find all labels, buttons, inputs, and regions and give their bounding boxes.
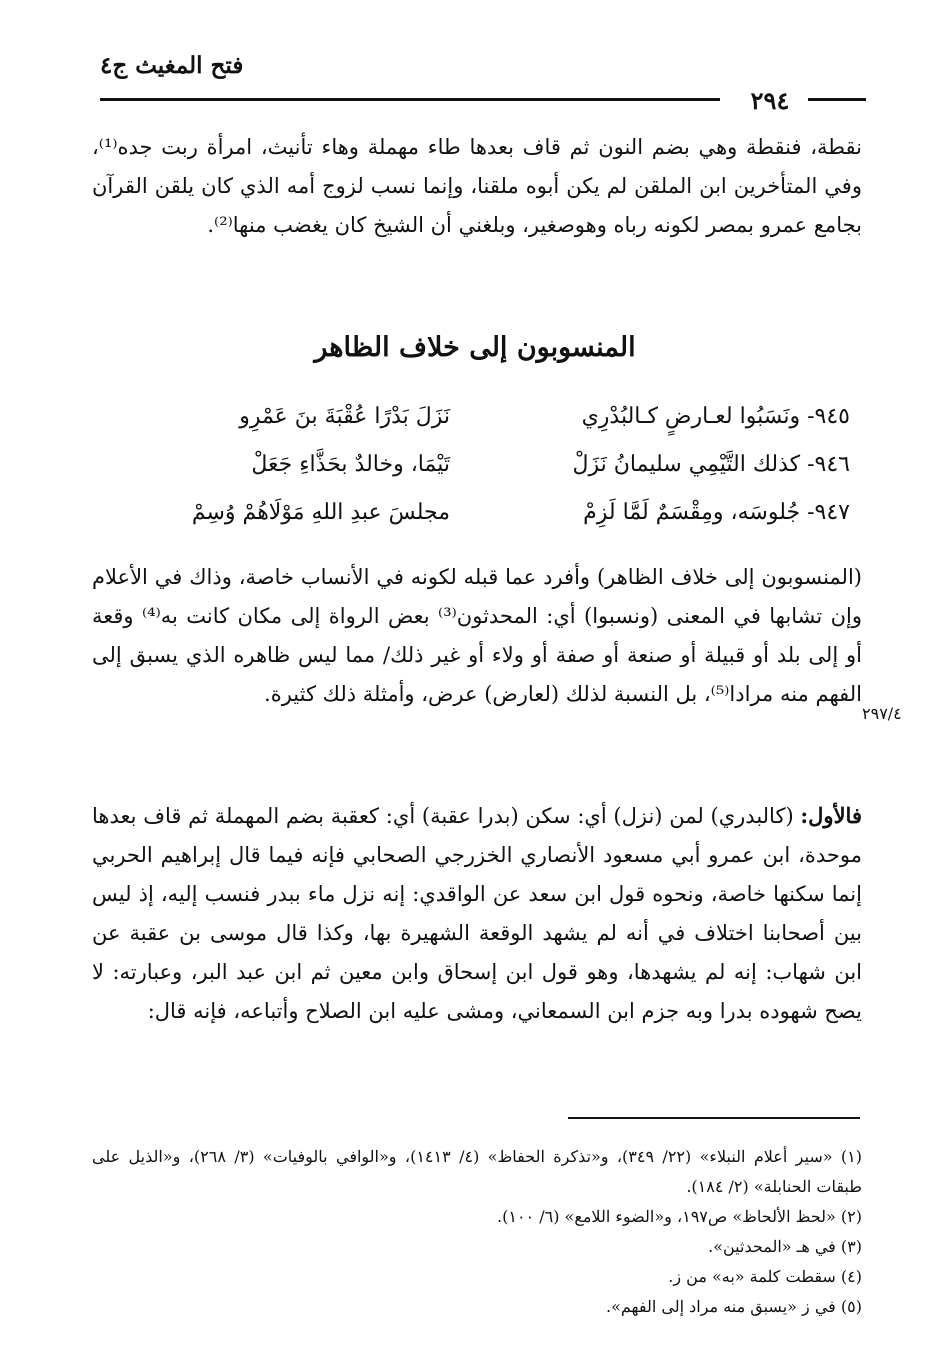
verse-number: ٩٤٦-	[807, 452, 850, 477]
intro-paragraph	[92, 128, 862, 245]
verse-second-hemistich: مجلسَ عبدِ اللهِ مَوْلَاهُمْ وُسِمْ	[191, 500, 450, 525]
verse-second-hemistich: نَزَلَ بَدْرًا عُقْبَةَ بنَ عَمْرِو	[239, 404, 450, 429]
footnote-1: (١) «سير أعلام النبلاء» (٢٢/ ٣٤٩)، و«تذكرة الحفاظ» (٤/ ١٤١٣)، و«الوافي بالوفيات» (٣/ ٢٦٨)، و«الذيل على طبقات الحنابلة» (٢/ ١٨٤).	[92, 1147, 863, 1196]
commentary-paragraph	[92, 796, 862, 1031]
verse-number: ٩٤٥-	[807, 404, 850, 429]
main-text: (المنسوبون إلى خلاف الظاهر) وأفرد عما قبله لكونه في الأنساب خاصة، وذاك في الأعلام وإن تشابها في المعنى (ونسبوا) أي: المحدثون⁽³⁾ بعض الرواة إلى مكان كانت به⁽⁴⁾ وقعة أو إلى بلد أو قبيلة أو صنعة أو صفة أو ولاء أو غير ذلك/ مما ليس ظاهره الذي يسبق إلى الفهم منه مرادا⁽⁵⁾، بل النسبة لذلك (لعارض) عرض، وأمثلة ذلك كثيرة.	[92, 565, 862, 706]
main-paragraph	[92, 558, 862, 714]
verse-946	[100, 452, 850, 496]
footnote-3: (٣) في هـ «المحدثين».	[708, 1237, 862, 1256]
verse-first-hemistich	[490, 404, 850, 429]
footnotes	[92, 1142, 862, 1322]
margin-page-reference: ٢٩٧/٤	[862, 704, 902, 723]
footnote-2: (٢) «لحظ الألحاظ» ص١٩٧، و«الضوء اللامع» (٦/ ١٠٠).	[497, 1207, 862, 1226]
page-number: ٢٩٤	[750, 86, 790, 115]
verse-number: ٩٤٧-	[807, 500, 850, 525]
verse-first-text: ونَسَبُوا لعـارضٍ كـالبُدْرِي	[581, 404, 801, 429]
commentary-text: (كالبدري) لمن (نزل) أي: سكن (بدرا عقبة) أي: كعقبة بضم المهملة ثم قاف بعدها موحدة، ابن عمرو أبي مسعود الأنصاري الخزرجي الصحابي فإنه فيما قال إبراهيم الحربي إنما سكنها خاصة، ونحوه قول ابن سعد عن الواقدي: إنه نزل ماء ببدر فنسب إليه، إذ ليس بين أصحابنا اختلاف في أنه لم يشهد الوقعة الشهيرة بها، وكذا قال موسى بن عقبة عن ابن شهاب: إنه لم يشهدها، وهو قول ابن إسحاق وابن معين ثم ابن عبد البر، وعبارته: لا يصح شهوده بدرا وبه جزم ابن السمعاني، ومشى عليه ابن الصلاح وأتباعه، فإنه قال:	[92, 804, 862, 1023]
section-heading: المنسوبون إلى خلاف الظاهر	[314, 332, 636, 363]
verse-first-text: كذلك التَّيْمِي سليمانُ نَزَلْ	[572, 452, 801, 477]
verse-945	[100, 404, 850, 448]
footnote-separator	[568, 1117, 860, 1119]
header-rule-right	[808, 98, 866, 101]
verse-first-hemistich	[490, 500, 850, 525]
commentary-lead-word: فالأول:	[800, 803, 862, 828]
running-header-title: فتح المغيث ج٤	[100, 52, 244, 79]
footnote-5: (٥) في ز «يسبق منه مراد إلى الفهم».	[606, 1297, 862, 1316]
footnote-4: (٤) سقطت كلمة «به» من ز.	[668, 1267, 862, 1286]
verse-second-hemistich: تَيْمَا، وخالدٌ بحَذَّاءِ جَعَلْ	[251, 452, 450, 477]
verse-first-text: جُلوسَه، ومِقْسَمٌ لَمَّا لَزِمْ	[583, 500, 801, 525]
intro-text: نقطة، فنقطة وهي بضم النون ثم قاف بعدها طاء مهملة وهاء تأنيث، امرأة ربت جده⁽¹⁾، وفي المتأخرين ابن الملقن لم يكن أبوه ملقنا، وإنما نسب لزوج أمه الذي كان يلقن القرآن بجامع عمرو بمصر لكونه رباه وهوصغير، وبلغني أن الشيخ كان يغضب منها⁽²⁾.	[92, 135, 862, 237]
verse-first-hemistich	[490, 452, 850, 477]
header-rule	[100, 98, 720, 101]
verse-947	[100, 500, 850, 544]
